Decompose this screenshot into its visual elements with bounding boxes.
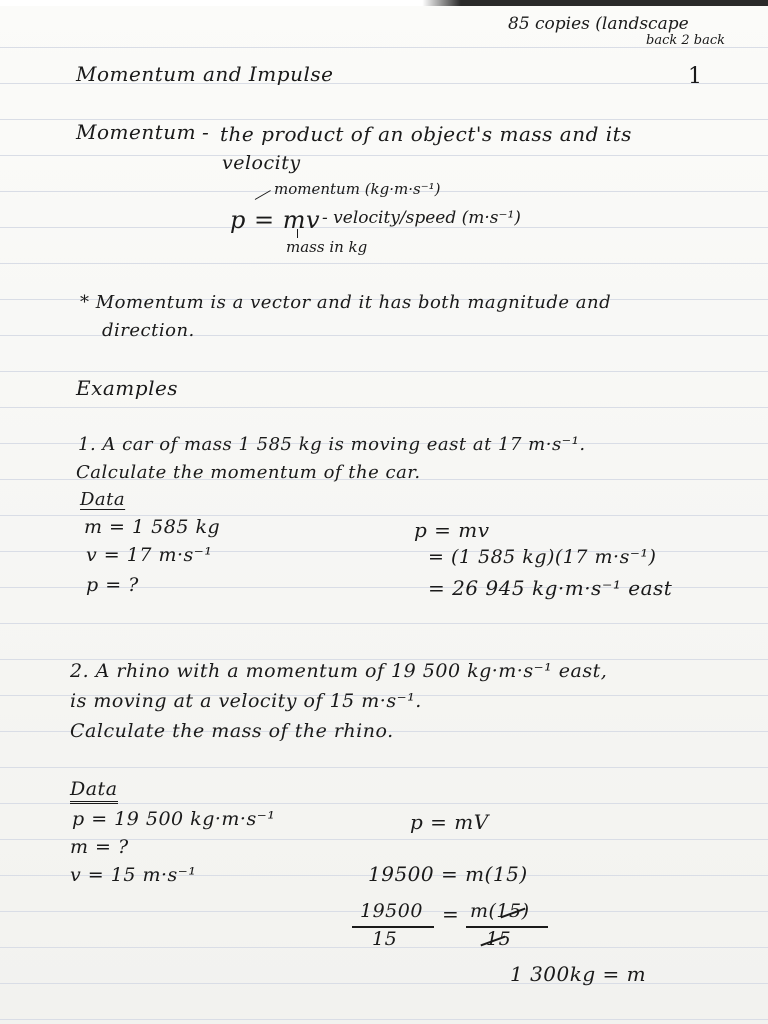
example2-answer: 1 300kg = m bbox=[510, 962, 647, 986]
page-top-edge bbox=[0, 0, 768, 6]
page-title: Momentum and Impulse bbox=[76, 62, 334, 86]
mass-pointer bbox=[297, 229, 298, 238]
note-line1: * Momentum is a vector and it has both magnitude and bbox=[80, 292, 612, 313]
definition-term: Momentum bbox=[76, 120, 197, 144]
example2-fraction-right-numerator: m(15) bbox=[470, 900, 530, 922]
example2-working-step2: 19500 = m(15) bbox=[368, 862, 528, 886]
formula-label-velocity: - velocity/speed (m·s⁻¹) bbox=[322, 208, 521, 228]
formula-label-mass: mass in kg bbox=[286, 238, 368, 256]
example1-question-line2: Calculate the momentum of the car. bbox=[76, 462, 421, 483]
example2-data-velocity: v = 15 m·s⁻¹ bbox=[70, 864, 197, 886]
example1-data-velocity: v = 17 m·s⁻¹ bbox=[86, 544, 213, 566]
example1-data-heading: Data bbox=[80, 489, 126, 510]
example2-data-momentum: p = 19 500 kg·m·s⁻¹ bbox=[72, 808, 276, 830]
momentum-pointer bbox=[255, 190, 271, 200]
definition-dash: - bbox=[202, 120, 210, 144]
example1-working-answer: = 26 945 kg·m·s⁻¹ east bbox=[428, 576, 673, 600]
example2-fraction-left-denominator: 15 bbox=[372, 928, 398, 950]
page-number: 1 bbox=[688, 64, 703, 89]
definition-text-line2: velocity bbox=[222, 152, 301, 174]
copies-note-line1: 85 copies (landscape bbox=[508, 14, 689, 34]
example2-fraction-right-denominator: 15 bbox=[486, 928, 512, 950]
definition-text-line1: the product of an object's mass and its bbox=[220, 122, 632, 146]
examples-heading: Examples bbox=[76, 376, 179, 400]
example2-question-line2: is moving at a velocity of 15 m·s⁻¹. bbox=[70, 690, 422, 712]
example1-question-line1: 1. A car of mass 1 585 kg is moving east at 17 m·s⁻¹. bbox=[78, 434, 586, 455]
copies-note-line2: back 2 back bbox=[646, 33, 725, 48]
example2-working-step1: p = mV bbox=[410, 810, 489, 834]
example2-question-line1: 2. A rhino with a momentum of 19 500 kg·m·s⁻¹ east, bbox=[70, 660, 608, 682]
formula-label-momentum: momentum (kg·m·s⁻¹) bbox=[274, 180, 441, 198]
example2-fraction-left-numerator: 19500 bbox=[360, 900, 423, 922]
example1-working-step1: p = mv bbox=[414, 518, 490, 542]
example2-question-line3: Calculate the mass of the rhino. bbox=[70, 720, 394, 742]
example1-data-mass: m = 1 585 kg bbox=[84, 516, 221, 538]
example1-data-momentum: p = ? bbox=[86, 574, 139, 596]
example1-working-step2: = (1 585 kg)(17 m·s⁻¹) bbox=[428, 546, 657, 568]
example2-data-mass: m = ? bbox=[70, 836, 129, 858]
example2-fraction-equals: = bbox=[442, 902, 460, 926]
formula-equation: p = mv bbox=[230, 206, 321, 234]
example2-data-heading: Data bbox=[70, 778, 118, 804]
note-line2: direction. bbox=[102, 320, 195, 341]
